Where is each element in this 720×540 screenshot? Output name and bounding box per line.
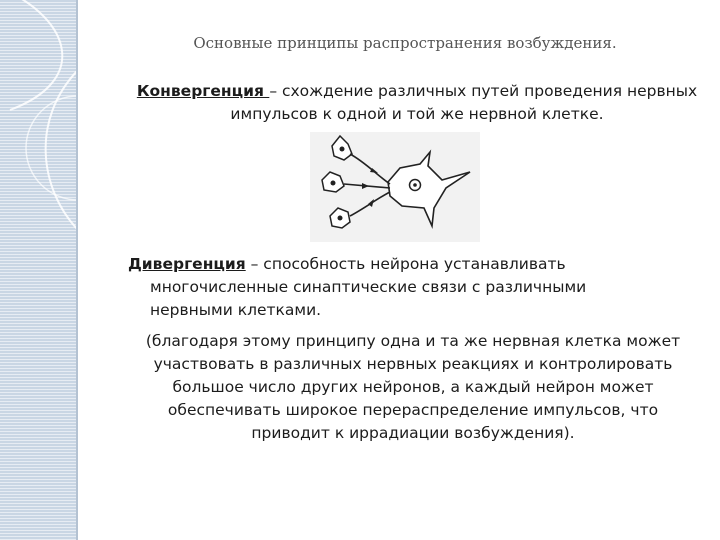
convergence-term: Конвергенция	[136, 82, 270, 100]
decorative-sidebar	[0, 0, 78, 540]
convergence-definition	[122, 80, 712, 126]
divergence-text-cont: многочисленные синаптические связи с различными нервными клетками.	[150, 278, 587, 319]
convergence-text: – схождение различных путей проведения нервных импульсов к одной и той же нервной клетке.	[230, 82, 698, 123]
divergence-term: Дивергенция	[128, 255, 246, 273]
divergence-text-first: – способность нейрона устанавливать	[245, 255, 566, 273]
divergence-definition	[128, 253, 668, 322]
divergence-note: (благодаря этому принципу одна и та же нервная клетка может участвовать в различных нервных реакциях и контролировать большое число других нейронов, а каждый нейрон может обеспечивать широкое перераспределение импульсов, что приводит к иррадиации возбуждения).	[145, 332, 681, 442]
sidebar-swirl	[0, 0, 78, 540]
slide-title: Основные принципы распространения возбуждения.	[193, 34, 617, 52]
convergence-diagram	[310, 132, 480, 242]
